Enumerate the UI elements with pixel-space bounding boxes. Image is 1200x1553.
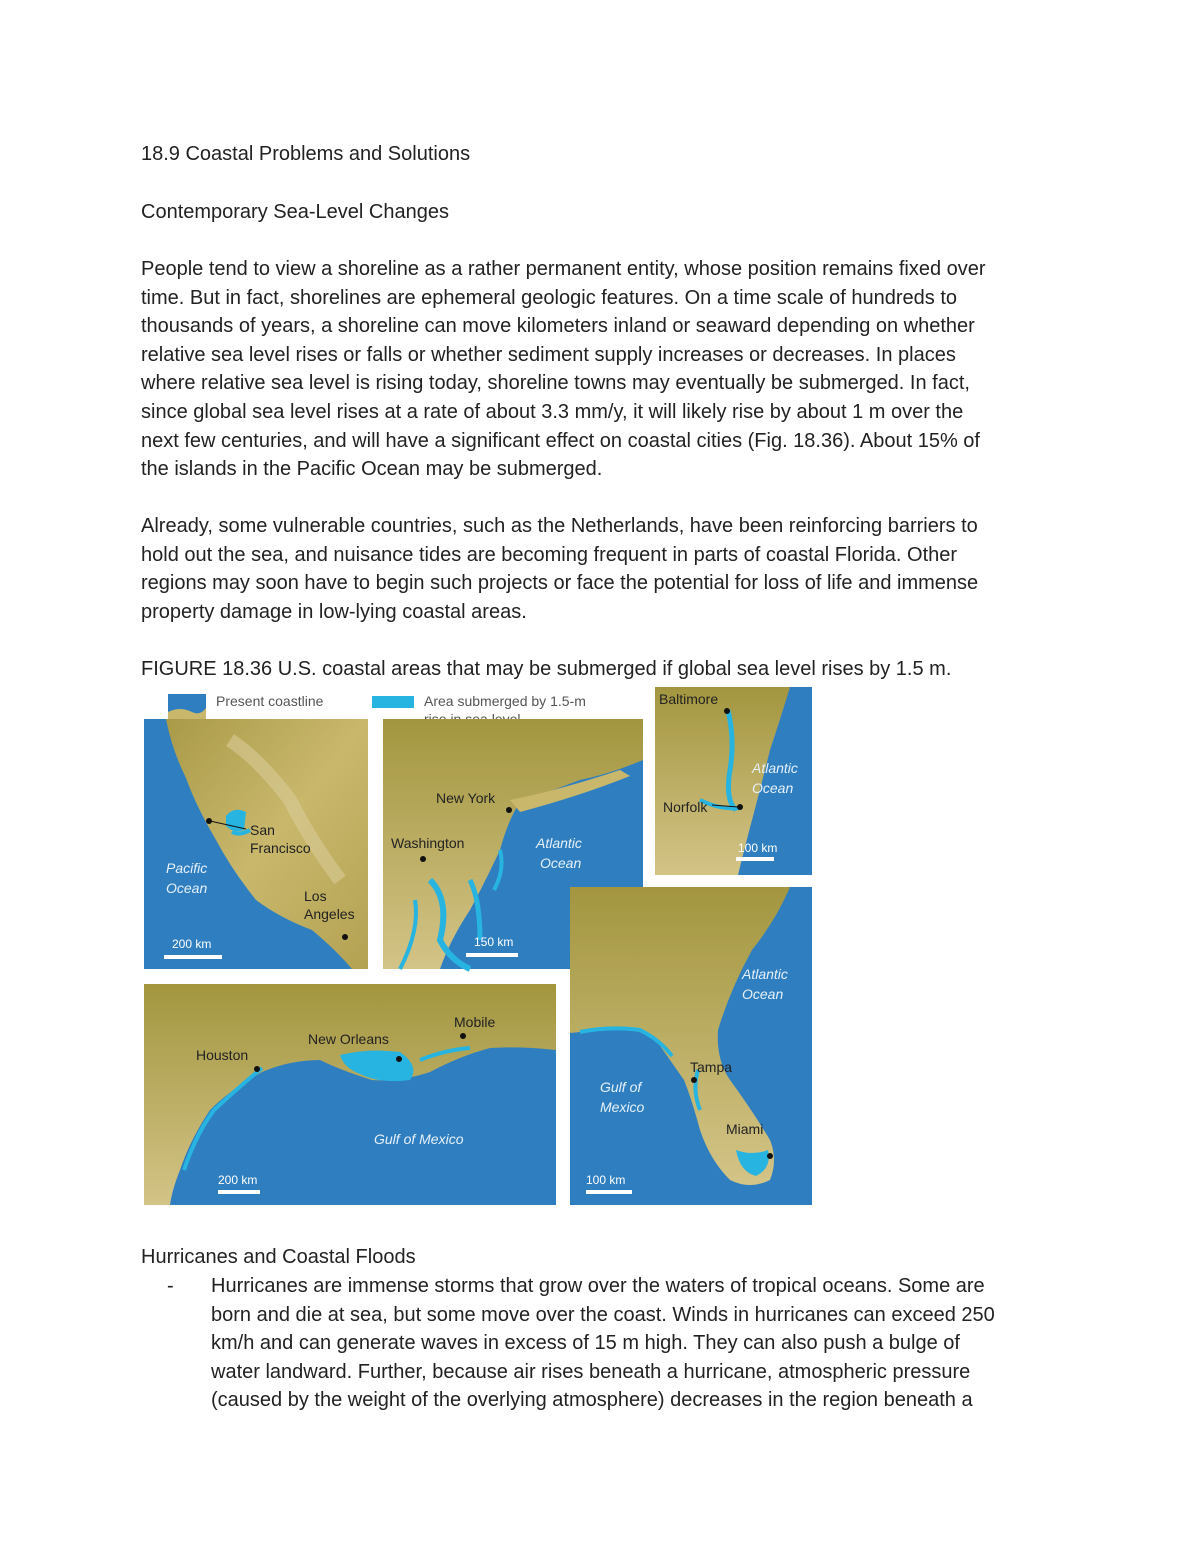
ocean-label-gulf: Gulf of	[600, 1079, 642, 1095]
paragraph-line: since global sea level rises at a rate of about 3.3 mm/y, it will likely rise by about 1 m over the	[141, 400, 964, 423]
city-label-los-angeles-2: Angeles	[304, 906, 355, 922]
bullet-line: (caused by the weight of the overlying atmosphere) decreases in the region beneath a	[211, 1389, 973, 1412]
scale-label: 150 km	[474, 935, 514, 949]
ocean-label-atlantic: Atlantic	[742, 966, 788, 982]
legend-coastline-label: Present coastline	[216, 693, 324, 709]
paragraph-line: Already, some vulnerable countries, such as the Netherlands, have been reinforcing barriers to	[141, 515, 978, 537]
scale-bar	[586, 1190, 632, 1194]
ocean-label-pacific-2: Ocean	[166, 880, 208, 896]
paragraph-line: hold out the sea, and nuisance tides are becoming frequent in parts of coastal Florida. Other	[141, 543, 958, 566]
figure-caption: FIGURE 18.36 U.S. coastal areas that may be submerged if global sea level rises by 1.5 m.	[141, 658, 952, 680]
city-label-tampa: Tampa	[690, 1059, 733, 1075]
paragraph-line: property damage in low-lying coastal areas.	[141, 600, 527, 623]
ocean-label-atlantic: Atlantic	[536, 835, 582, 851]
map-gulf-coast	[144, 984, 556, 1205]
bullet-marker: -	[167, 1275, 174, 1297]
city-label-new-orleans: New Orleans	[308, 1031, 389, 1047]
paragraph-line: thousands of years, a shoreline can move kilometers inland or seaward depending on whether	[141, 315, 975, 338]
ocean-label-atlantic-2: Ocean	[540, 855, 582, 871]
city-label-norfolk: Norfolk	[663, 799, 708, 815]
scale-label: 200 km	[218, 1173, 258, 1187]
paragraph-line: People tend to view a shoreline as a rather permanent entity, whose position remains fixed over	[141, 258, 986, 280]
city-label-new-york: New York	[436, 790, 496, 806]
section-heading-hurricanes: Hurricanes and Coastal Floods	[141, 1246, 416, 1268]
map-chesapeake	[655, 687, 812, 875]
paragraph-line: next few centuries, and will have a significant effect on coastal cities (Fig. 18.36). About 15% of	[141, 429, 980, 452]
city-label-san-francisco: San	[250, 822, 275, 838]
bullet-line: km/h and can generate waves in excess of 15 m high. They can also push a bulge of	[211, 1332, 960, 1355]
scale-bar	[736, 857, 774, 861]
ocean-label-gulf: Gulf of Mexico	[374, 1131, 464, 1147]
paragraph-line: the islands in the Pacific Ocean may be submerged.	[141, 458, 603, 481]
city-label-san-francisco-2: Francisco	[250, 840, 311, 856]
map-california	[144, 719, 368, 969]
ocean-label-atlantic-2: Ocean	[752, 780, 794, 796]
city-label-baltimore: Baltimore	[659, 691, 719, 707]
scale-label: 200 km	[172, 937, 212, 951]
scale-label: 100 km	[586, 1173, 626, 1187]
ocean-label-atlantic: Atlantic	[752, 760, 798, 776]
scale-bar	[218, 1190, 260, 1194]
paragraph-line: relative sea level rises or falls or whether sediment supply increases or decreases. In places	[141, 343, 956, 366]
bullet-line: born and die at sea, but some move over the coast. Winds in hurricanes can exceed 250	[211, 1303, 995, 1326]
city-label-houston: Houston	[196, 1047, 249, 1063]
ocean-label-gulf-2: Mexico	[600, 1099, 645, 1115]
paragraph-line: time. But in fact, shorelines are ephemeral geologic features. On a time scale of hundreds to	[141, 286, 957, 309]
paragraph-line: regions may soon have to begin such projects or face the potential for loss of life and immense	[141, 572, 979, 595]
city-label-miami: Miami	[726, 1121, 764, 1137]
city-label-los-angeles: Los	[304, 888, 327, 904]
scale-bar	[466, 953, 518, 957]
bullet-hurricanes	[211, 1272, 1071, 1415]
city-label-mobile: Mobile	[454, 1014, 496, 1030]
scale-bar	[164, 955, 222, 959]
ocean-label-atlantic-2: Ocean	[742, 986, 784, 1002]
map-florida	[570, 887, 812, 1205]
paragraph-line: where relative sea level is rising today, shoreline towns may eventually be submerged. In fact,	[141, 372, 970, 395]
legend-submerged-label: Area submerged by 1.5-m	[424, 693, 586, 709]
legend-submerged-swatch	[372, 696, 414, 708]
section-heading: 18.9 Coastal Problems and Solutions	[141, 143, 471, 165]
city-label-washington: Washington	[391, 835, 465, 851]
ocean-label-pacific: Pacific	[166, 860, 208, 876]
subsection-heading: Contemporary Sea-Level Changes	[141, 201, 449, 223]
scale-label: 100 km	[738, 841, 778, 855]
bullet-line: water landward. Further, because air rises beneath a hurricane, atmospheric pressure	[211, 1360, 971, 1383]
bullet-line: Hurricanes are immense storms that grow over the waters of tropical oceans. Some are	[211, 1275, 985, 1297]
